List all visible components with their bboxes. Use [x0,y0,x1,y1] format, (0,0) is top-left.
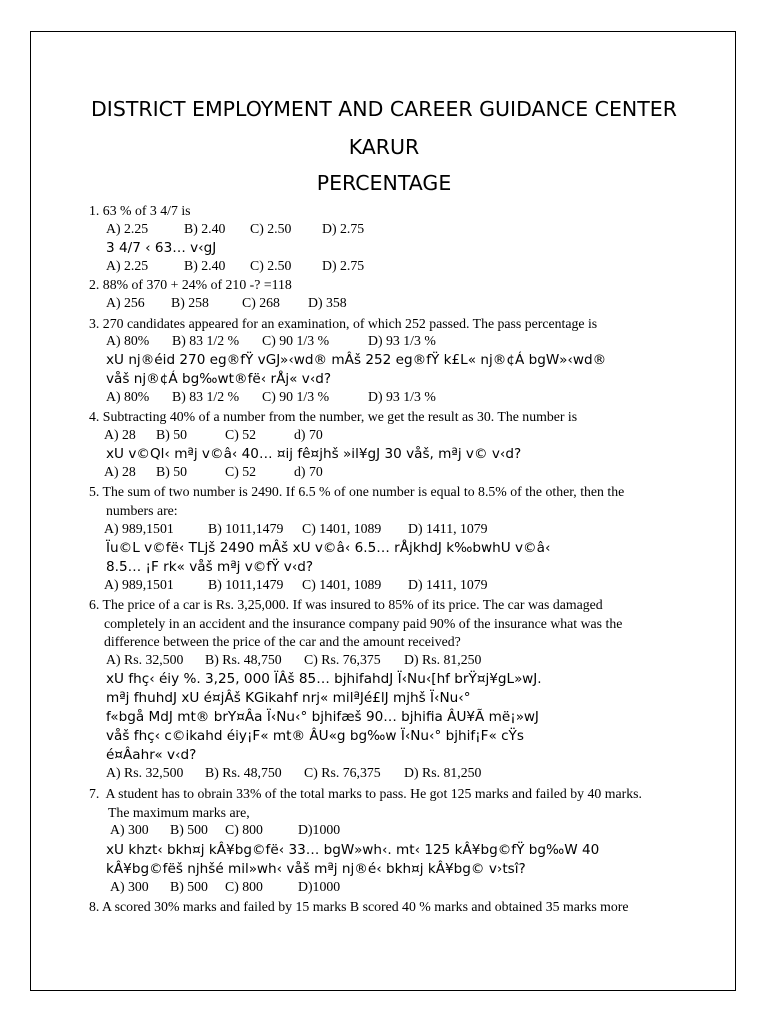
option-c: C) 800 [225,879,263,894]
office-title: DISTRICT EMPLOYMENT AND CAREER GUIDANCE CENTER [91,97,677,121]
option-c: C) 90 1/3 % [262,333,330,348]
topic-title: PERCENTAGE [316,171,452,195]
option-d: d) 70 [294,464,323,479]
option-d: D) 2.75 [322,221,365,236]
option-b: B) 1011,1479 [208,577,284,592]
option-b: B) Rs. 48,750 [205,765,282,780]
question-3-tamil-line-2: våš nj®¢Á bg‰wt®fë‹ rÅj« v‹d? [106,371,332,387]
option-c: C) 1401, 1089 [302,577,382,592]
office-location: KARUR [348,135,420,159]
question-6-tamil-line-1: xU fhç‹ éiy %. 3,25, 000 ÏÂš 85… bjhifahdJ Ï‹Nu‹[hf brŸ¤j¥gL»wJ. [106,671,542,687]
question-7-options [110,822,710,840]
option-a: A) 989,1501 [104,521,174,536]
option-c: C) 800 [225,822,263,837]
option-d: D)1000 [298,879,341,894]
option-c: C) 2.50 [250,258,292,273]
option-d: D) 1411, 1079 [408,521,488,536]
question-1: 1. 63 % of 3 4/7 is [89,203,191,218]
question-6-tamil-line-4: våš fhç‹ c©ikahd éiy¡F« mt® ÂU«g bg‰w Ï‹Nu‹° bjhif¡F« cŸs [106,728,524,744]
question-6-tamil-line-2: mªj fhuhdJ xU é¤jÂš KGikahf nrj« milªJé£lJ mjhš Ï‹Nu‹° [106,690,471,706]
question-6-line-1: 6. The price of a car is Rs. 3,25,000. If was insured to 85% of its price. The car was damaged [89,597,603,612]
option-c: C) Rs. 76,375 [304,765,381,780]
question-2-options [106,295,706,313]
option-b: B) 50 [156,464,188,479]
question-6-options [106,652,706,670]
question-6-line-2: completely in an accident and the insurance company paid 90% of the insurance what was the [104,616,623,631]
option-d: D) 2.75 [322,258,365,273]
question-3-tamil-line-1: xU nj®éid 270 eg®fŸ vGJ»‹wd® mÂš 252 eg®fŸ k£L« nj®¢Á bgW»‹wd® [106,352,607,368]
option-d: D) 93 1/3 % [368,389,436,404]
option-c: C) Rs. 76,375 [304,652,381,667]
option-d: D) 93 1/3 % [368,333,436,348]
option-b: B) 83 1/2 % [172,389,240,404]
question-6-line-3: difference between the price of the car and the amount received? [104,634,461,649]
option-b: B) 500 [170,879,208,894]
option-b: B) 258 [171,295,209,310]
question-5-line-2: numbers are: [106,503,178,518]
option-c: C) 2.50 [250,221,292,236]
question-4: 4. Subtracting 40% of a number from the number, we get the result as 30. The number is [89,409,578,424]
option-a: A) 80% [106,389,150,404]
option-a: A) 2.25 [106,258,149,273]
question-4-options-repeat [104,464,704,482]
option-b: B) 2.40 [184,221,226,236]
option-d: D) 358 [308,295,347,310]
question-7-options-repeat [110,879,710,897]
option-c: C) 90 1/3 % [262,389,330,404]
question-7-tamil-line-2: kÂ¥bg©fëš njhšé mil»wh‹ våš mªj nj®é‹ bkh¤j kÂ¥bg© v›tsî? [106,861,526,877]
question-8: 8. A scored 30% marks and failed by 15 marks B scored 40 % marks and obtained 35 marks more [89,899,629,914]
question-6-tamil-line-3: f«bgå MdJ mt® brY¤Âa Ï‹Nu‹° bjhifæš 90… bjhifia ÂU¥Ã më¡»wJ [106,709,539,725]
question-2: 2. 88% of 370 + 24% of 210 -? =118 [89,277,292,292]
option-b: B) 500 [170,822,208,837]
option-a: A) 989,1501 [104,577,174,592]
option-d: D)1000 [298,822,341,837]
question-6-options-repeat [106,765,706,783]
question-4-tamil: xU v©Ql‹ mªj v©â‹ 40… ¤ij fê¤jhš »il¥gJ 30 våš, mªj v© v‹d? [106,446,522,462]
option-a: A) Rs. 32,500 [106,652,184,667]
option-c: C) 52 [225,427,257,442]
question-7-line-2: The maximum marks are, [108,805,250,820]
option-b: B) 1011,1479 [208,521,284,536]
option-c: C) 268 [242,295,280,310]
question-3-options-repeat [106,389,706,407]
question-7-line-1: 7. A student has to obrain 33% of the total marks to pass. He got 125 marks and failed by 40 marks. [89,786,642,801]
question-5-tamil-line-1: Ïu©L v©fë‹ TLjš 2490 mÂš xU v©â‹ 6.5… rÅjkhdJ k‰bwhU v©â‹ [106,540,551,556]
option-a: A) 256 [106,295,145,310]
option-c: C) 52 [225,464,257,479]
option-d: D) Rs. 81,250 [404,652,482,667]
option-b: B) 50 [156,427,188,442]
option-a: A) 28 [104,427,136,442]
option-a: A) 300 [110,879,149,894]
option-c: C) 1401, 1089 [302,521,382,536]
question-7-tamil-line-1: xU khzt‹ bkh¤j kÂ¥bg©fë‹ 33… bgW»wh‹. mt‹ 125 kÂ¥bg©fŸ bg‰W 40 [106,842,600,858]
question-3-options [106,333,706,351]
question-5-options-repeat [104,577,704,595]
question-1-options [106,221,706,239]
question-5-line-1: 5. The sum of two number is 2490. If 6.5 % of one number is equal to 8.5% of the other, then the [89,484,625,499]
option-a: A) 2.25 [106,221,149,236]
option-d: D) Rs. 81,250 [404,765,482,780]
question-4-options [104,427,704,445]
option-b: B) Rs. 48,750 [205,652,282,667]
option-d: D) 1411, 1079 [408,577,488,592]
option-a: A) 28 [104,464,136,479]
question-1-options-repeat [106,258,706,276]
question-5-options [104,521,704,539]
question-6-tamil-line-5: é¤Âahr« v‹d? [106,747,197,763]
option-d: d) 70 [294,427,323,442]
question-1-tamil: 3 4/7 ‹ 63… v‹gJ [106,240,217,256]
question-5-tamil-line-2: 8.5… ¡F rk« våš mªj v©fŸ v‹d? [106,559,314,575]
option-a: A) Rs. 32,500 [106,765,184,780]
option-a: A) 300 [110,822,149,837]
option-b: B) 83 1/2 % [172,333,240,348]
question-3: 3. 270 candidates appeared for an examination, of which 252 passed. The pass percentage is [89,316,598,331]
option-b: B) 2.40 [184,258,226,273]
option-a: A) 80% [106,333,150,348]
